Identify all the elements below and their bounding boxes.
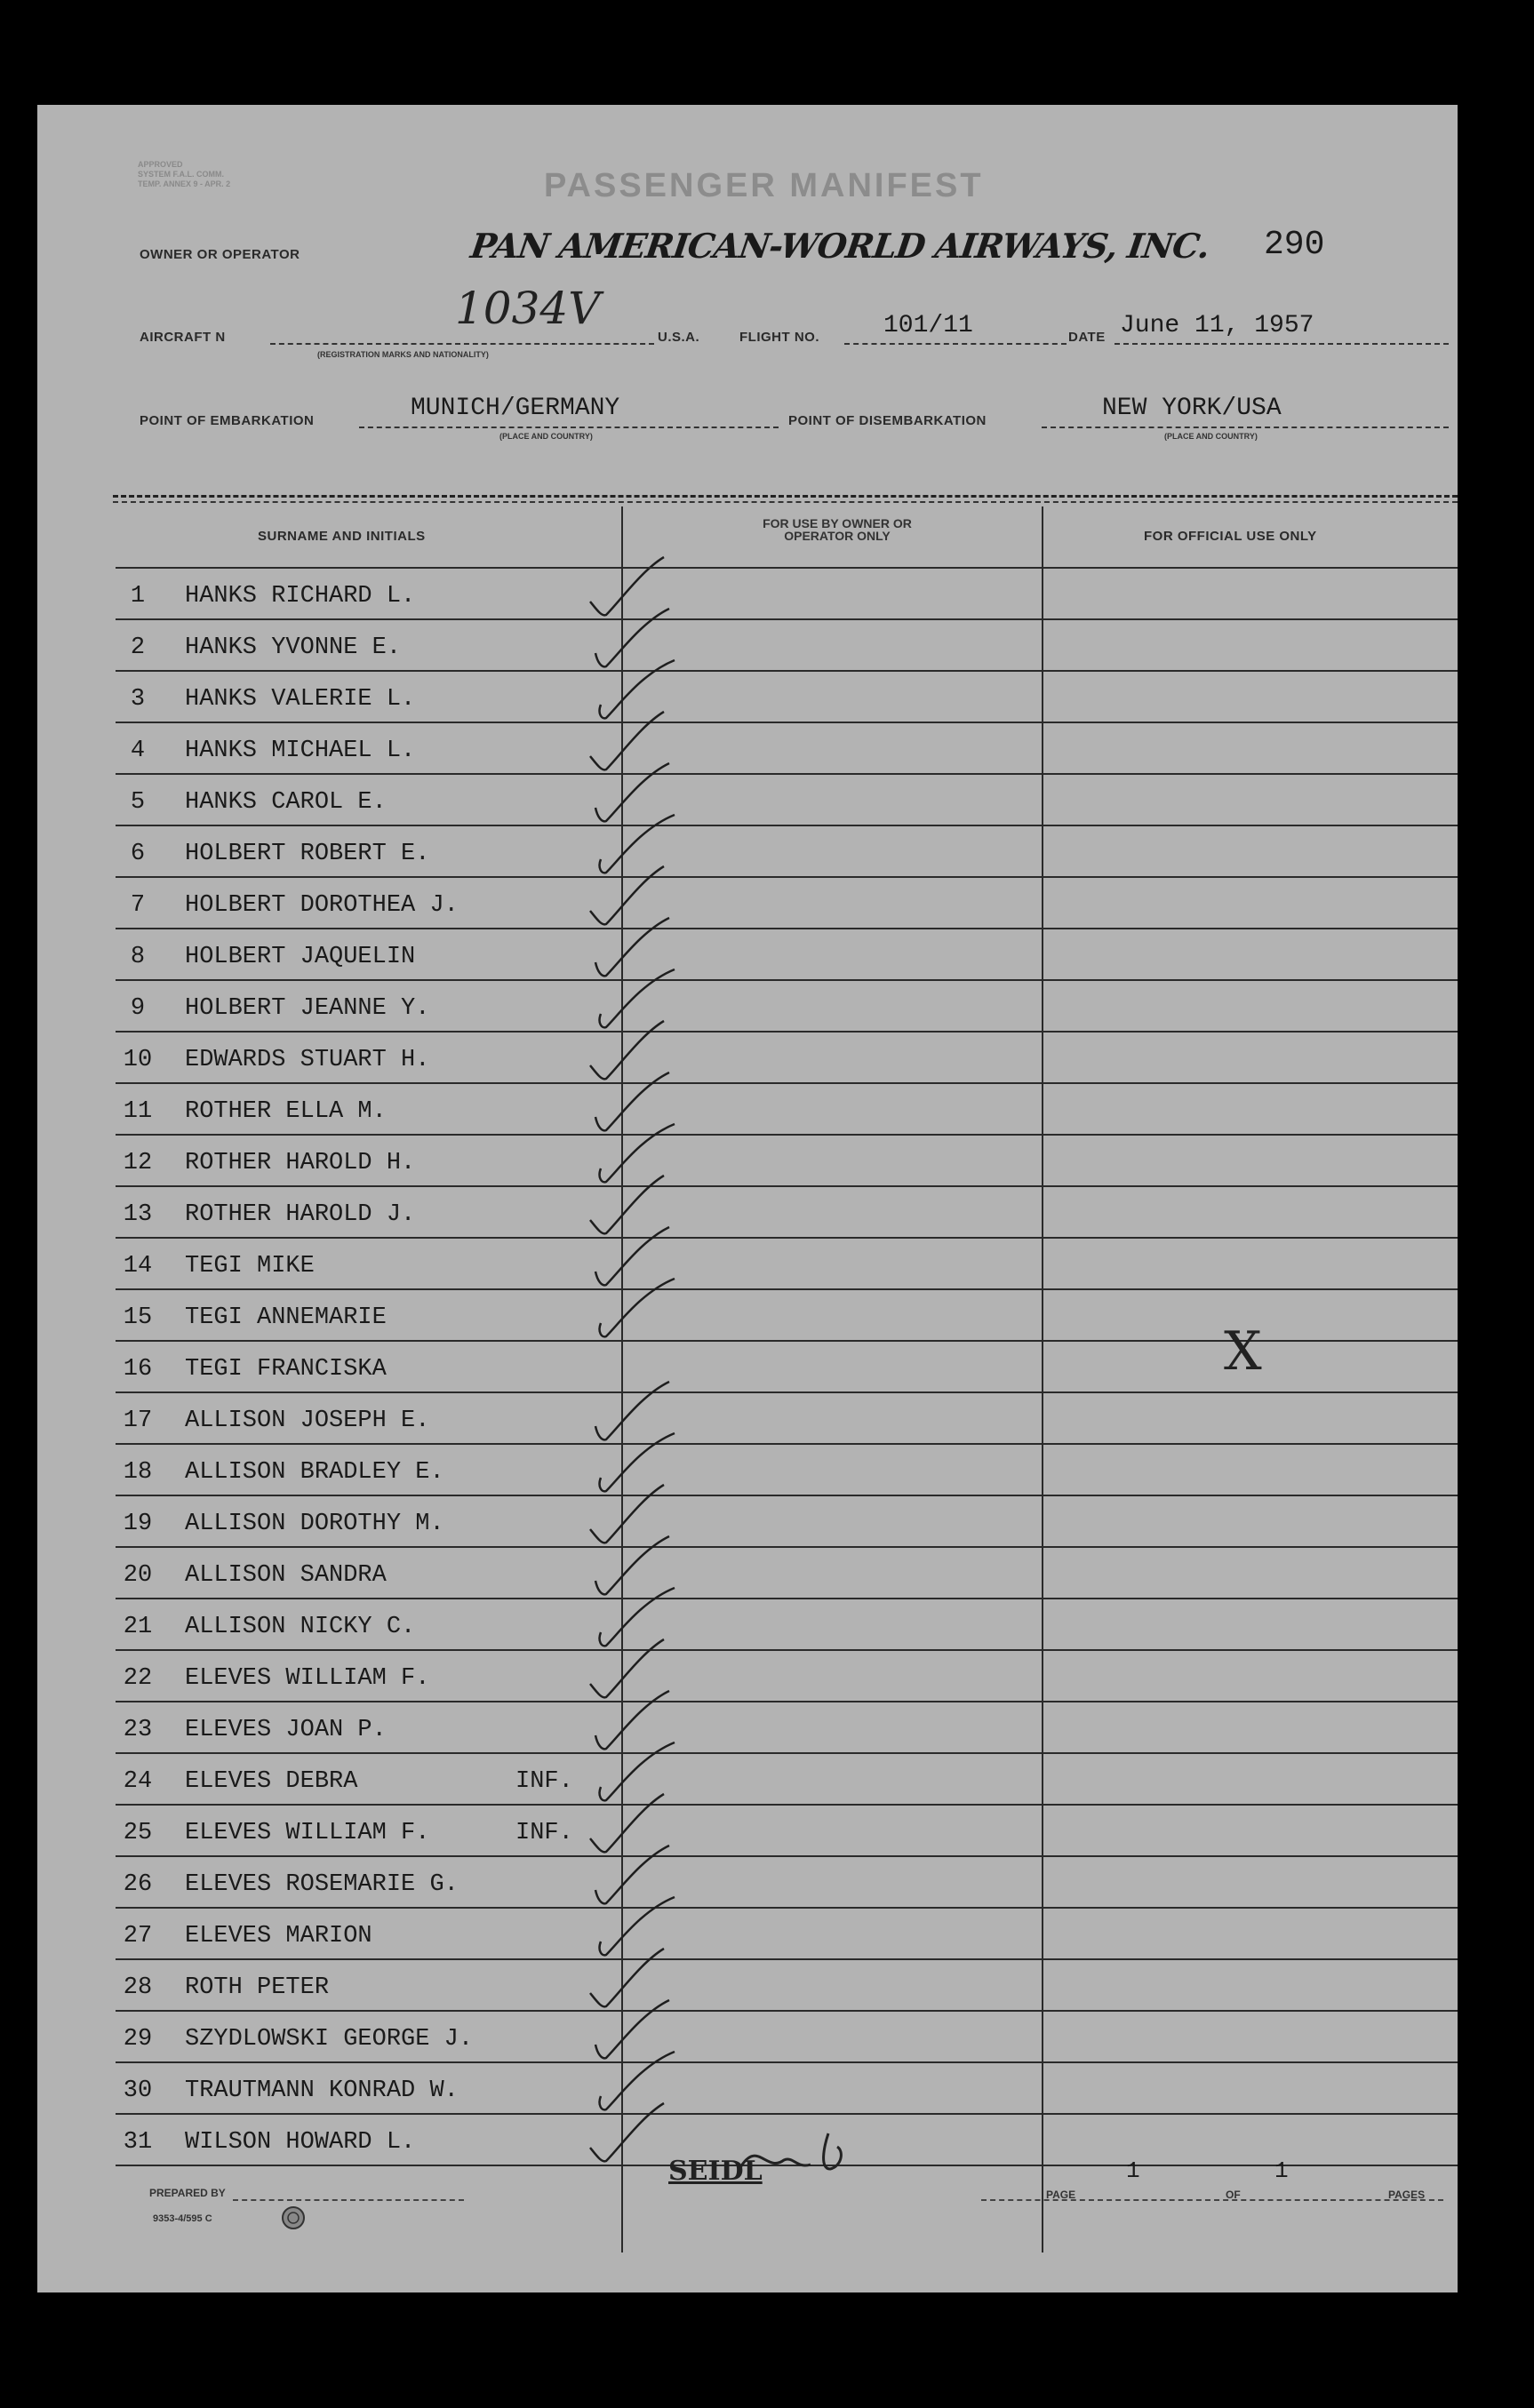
page-title: PASSENGER MANIFEST [544,167,984,204]
passenger-row [37,929,1458,981]
disembarkation-value: NEW YORK/USA [1102,395,1282,422]
passenger-row [37,826,1458,878]
passenger-row [37,1754,1458,1806]
disembarkation-label: POINT OF DISEMBARKATION [788,413,987,428]
passenger-number: 25 [123,1820,153,1846]
form-number: 9353-4/595 C [153,2213,212,2224]
signature-scribble [731,2120,855,2191]
passenger-number: 23 [123,1717,153,1743]
passenger-number: 15 [123,1304,153,1331]
owner-label: OWNER OR OPERATOR [140,247,300,262]
passenger-name: HANKS YVONNE E. [185,634,402,661]
aircraft-label: AIRCRAFT N [140,330,226,345]
page-label: PAGE [1046,2189,1076,2201]
passenger-row [37,569,1458,620]
passenger-number: 22 [123,1665,153,1692]
passenger-row [37,1548,1458,1599]
embarkation-value: MUNICH/GERMANY [411,395,620,422]
passenger-row [37,878,1458,929]
page-value: 1 [1126,2157,1140,2184]
date-label: DATE [1068,330,1106,345]
passenger-name: ELEVES WILLIAM F. [185,1665,430,1692]
passenger-row [37,1806,1458,1857]
passenger-row [37,672,1458,723]
passenger-number: 27 [123,1923,153,1950]
passenger-name: HANKS RICHARD L. [185,583,416,610]
passenger-number: 17 [123,1407,153,1434]
passenger-number: 3 [130,686,146,713]
passenger-number: 11 [123,1098,153,1125]
signature: SEIDL [668,2156,763,2187]
usa-label: U.S.A. [658,330,700,345]
union-bug-icon [279,2204,308,2232]
passenger-row [37,2063,1458,2115]
aircraft-sub-label: (REGISTRATION MARKS AND NATIONALITY) [317,350,489,359]
passenger-row [37,1857,1458,1909]
passenger-name: HANKS CAROL E. [185,789,387,816]
page-stamp-number: 290 [1264,226,1325,264]
passenger-name: TEGI FRANCISKA [185,1356,387,1383]
official-x-mark: X [1224,1320,1262,1383]
passenger-name: HOLBERT JEANNE Y. [185,995,430,1022]
passenger-row [37,1033,1458,1084]
passenger-name: ROTHER ELLA M. [185,1098,387,1125]
passenger-name: ELEVES JOAN P. [185,1717,387,1743]
passenger-row [37,1496,1458,1548]
passenger-name: SZYDLOWSKI GEORGE J. [185,2026,474,2053]
passenger-row [37,1239,1458,1290]
passenger-number: 19 [123,1511,153,1537]
passenger-number: 14 [123,1253,153,1280]
passenger-row [37,723,1458,775]
passenger-name: ALLISON DOROTHY M. [185,1511,444,1537]
passenger-name: TEGI MIKE [185,1253,315,1280]
disembarkation-sub-label: (PLACE AND COUNTRY) [1164,432,1258,441]
passenger-number: 12 [123,1150,153,1176]
passenger-row [37,620,1458,672]
passenger-name: TRAUTMANN KONRAD W. [185,2077,459,2104]
passenger-row [37,1084,1458,1136]
passenger-name: ROTHER HAROLD J. [185,1201,416,1228]
passenger-number: 29 [123,2026,153,2053]
aircraft-value: 1034V [455,283,601,334]
passenger-name: ALLISON BRADLEY E. [185,1459,444,1486]
column-header-names: SURNAME AND INITIALS [258,529,426,544]
passenger-name: TEGI ANNEMARIE [185,1304,387,1331]
passenger-row [37,1960,1458,2012]
passenger-name: ROTHER HAROLD H. [185,1150,416,1176]
flight-value: 101/11 [883,312,973,339]
passenger-number: 21 [123,1614,153,1640]
passenger-number: 26 [123,1871,153,1898]
prepared-by-label: PREPARED BY [149,2187,226,2199]
passenger-row [37,1393,1458,1445]
passenger-row [37,775,1458,826]
passenger-note: INF. [515,1768,573,1795]
airline-name: PAN AMERICAN-WORLD AIRWAYS, INC. [467,226,1212,266]
passenger-number: 10 [123,1047,153,1073]
passenger-number: 13 [123,1201,153,1228]
passenger-row [37,1702,1458,1754]
passenger-name: ELEVES DEBRA [185,1768,358,1795]
passenger-name: HOLBERT ROBERT E. [185,841,430,867]
passenger-name: EDWARDS STUART H. [185,1047,430,1073]
passenger-number: 7 [130,892,146,919]
passenger-name: ELEVES WILLIAM F. [185,1820,430,1846]
pages-label: PAGES [1388,2189,1426,2201]
passenger-name: HANKS MICHAEL L. [185,738,416,764]
manifest-sheet [37,105,1458,2292]
passenger-name: ALLISON SANDRA [185,1562,387,1589]
passenger-number: 24 [123,1768,153,1795]
passenger-row [37,1136,1458,1187]
passenger-number: 5 [130,789,146,816]
embarkation-sub-label: (PLACE AND COUNTRY) [499,432,593,441]
of-value: 1 [1274,2157,1289,2184]
passenger-name: WILSON HOWARD L. [185,2129,416,2156]
passenger-name: ALLISON NICKY C. [185,1614,416,1640]
passenger-number: 8 [130,944,146,970]
passenger-number: 28 [123,1974,153,2001]
column-header-owner-use: FOR USE BY OWNER OR OPERATOR ONLY [763,516,912,543]
passenger-name: ELEVES MARION [185,1923,372,1950]
passenger-number: 6 [130,841,146,867]
passenger-row [37,1651,1458,1702]
date-value: June 11, 1957 [1120,312,1314,339]
column-header-official-use: FOR OFFICIAL USE ONLY [1144,529,1317,544]
passenger-number: 20 [123,1562,153,1589]
passenger-name: ELEVES ROSEMARIE G. [185,1871,459,1898]
passenger-name: HOLBERT JAQUELIN [185,944,416,970]
passenger-number: 31 [123,2129,153,2156]
approval-line-3: TEMP. ANNEX 9 - APR. 2 [138,179,231,188]
embarkation-label: POINT OF EMBARKATION [140,413,315,428]
flight-label: FLIGHT NO. [739,330,819,345]
passenger-number: 4 [130,738,146,764]
passenger-name: HANKS VALERIE L. [185,686,416,713]
passenger-number: 1 [130,583,146,610]
passenger-note: INF. [515,1820,573,1846]
check-mark-icon [579,1274,686,1345]
passenger-name: ROTH PETER [185,1974,330,2001]
passenger-row [37,1909,1458,1960]
approved-label: APPROVED [138,160,183,169]
passenger-number: 18 [123,1459,153,1486]
header-divider [116,567,1458,569]
passenger-row [37,981,1458,1033]
passenger-row [37,1599,1458,1651]
passenger-row [37,1187,1458,1239]
approval-stamp [138,160,230,189]
passenger-number: 16 [123,1356,153,1383]
passenger-name: HOLBERT DOROTHEA J. [185,892,459,919]
passenger-number: 30 [123,2077,153,2104]
approval-line-2: SYSTEM F.A.L. COMM. [138,170,225,179]
passenger-number: 9 [130,995,146,1022]
passenger-number: 2 [130,634,146,661]
passenger-row [37,1445,1458,1496]
passenger-row [37,2012,1458,2063]
of-label: OF [1226,2189,1241,2201]
passenger-name: ALLISON JOSEPH E. [185,1407,430,1434]
